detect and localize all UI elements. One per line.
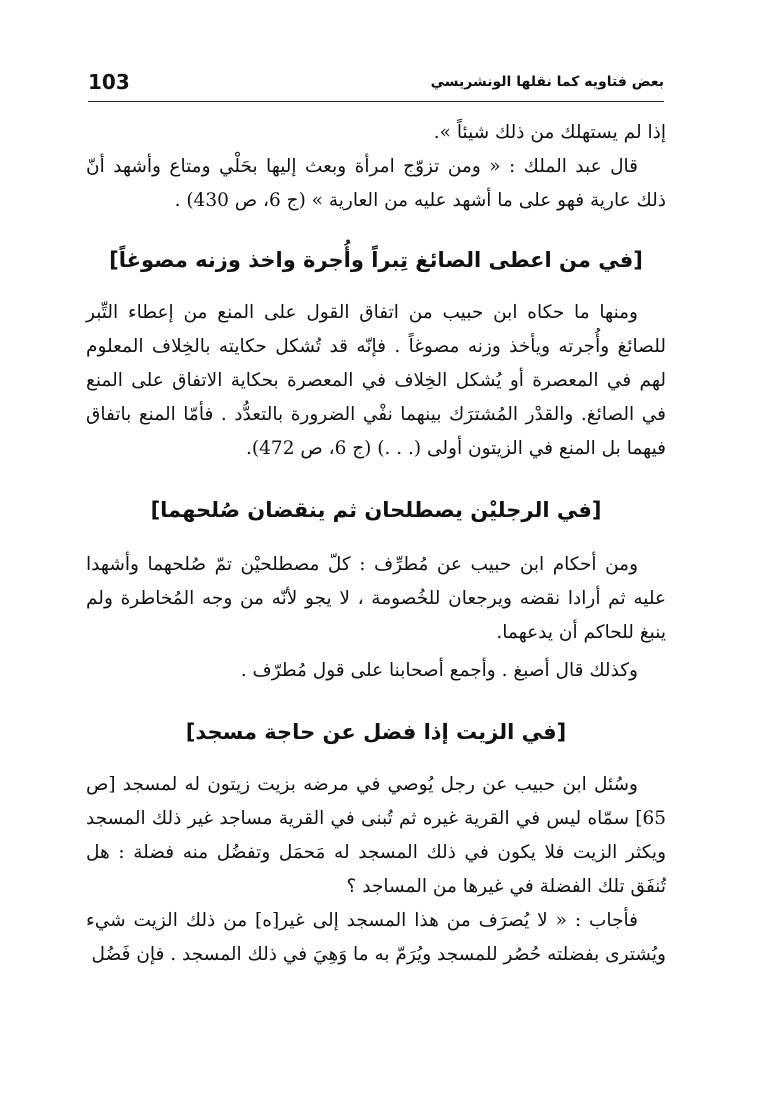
- paragraph-goldsmith: ومنها ما حكاه ابن حبيب من اتفاق القول على المنع من إعطاء التِّبر للصائغ وأُجرته ويأخذ وزنه مصوغاً . فإنّه قد تُشكل حكايته بالخِلاف المعلوم لهم في المعصرة أو يُشكل الخِلاف في المعصرة بحكاية الاتفاق على المنع في الصائغ. والقدْر المُشترَك بينهما نفْي الضرورة بالتعدُّد . فأمّا المنع باتفاق فيهما بل المنع في الزيتون أولى (. . .) (ج 6، ص 472).: [86, 302, 666, 459]
- section-heading-goldsmith: [في من اعطى الصائغ تِبراً وأُجرة واخذ وزنه مصوغاً]: [109, 248, 643, 272]
- paragraph-continuation: إذا لم يستهلك من ذلك شيئاً ».: [433, 122, 666, 143]
- page-body: [86, 110, 666, 972]
- paragraph-abd-al-malik: قال عبد الملك : « ومن تزوّج امرأة وبعث إليها بحَلْي ومتاع وأشهد أنّ ذلك عارية فهو على ما أشهد عليه من العارية » (ج 6، ص 430) .: [86, 156, 666, 211]
- paragraph-oil-question: وسُئل ابن حبيب عن رجل يُوصي في مرضه بزيت زيتون له لمسجد [ص 65] سمّاه ليس في القرية غيره ثم تُبنى في القرية مساجد غير ذلك المسجد ويكثر الزيت فلا يكون في ذلك المسجد له مَحمَل وتفضُل منه فضلة : هل تُنفَق تلك الفضلة في غيرها من المساجد ؟: [86, 774, 666, 897]
- running-head: بعض فتاويه كما نقلها الونشريسي: [430, 74, 664, 90]
- page-header: [88, 70, 664, 100]
- page-number: 103: [88, 70, 130, 94]
- paragraph-asbagh: وكذلك قال أصبغ . وأجمع أصحابنا على قول مُطرّف .: [240, 660, 638, 681]
- paragraph-oil-answer: فأجاب : « لا يُصرَف من هذا المسجد إلى غير[ه] من ذلك الزيت شيء ويُشترى بفضلته حُصُر للمسجد ويُرَمّ به ما وَهِيَ في ذلك المسجد . فإن فَضُل: [86, 910, 666, 965]
- paragraph-two-men: ومن أحكام ابن حبيب عن مُطرِّف : كلّ مصطلحيْن تمّ صُلحهما وأشهدا عليه ثم أرادا نقضه ويرجعان للخُصومة ، لا يجو لأنّه من وجه المُخاطرة ولم ينبغ للحاكم أن يدعهما.: [86, 554, 666, 643]
- header-rule: [88, 101, 664, 102]
- section-heading-oil: [في الزيت إذا فضل عن حاجة مسجد]: [185, 720, 567, 744]
- section-heading-two-men: [في الرجليْن يصطلحان ثم ينقضان صُلحهما]: [150, 498, 602, 522]
